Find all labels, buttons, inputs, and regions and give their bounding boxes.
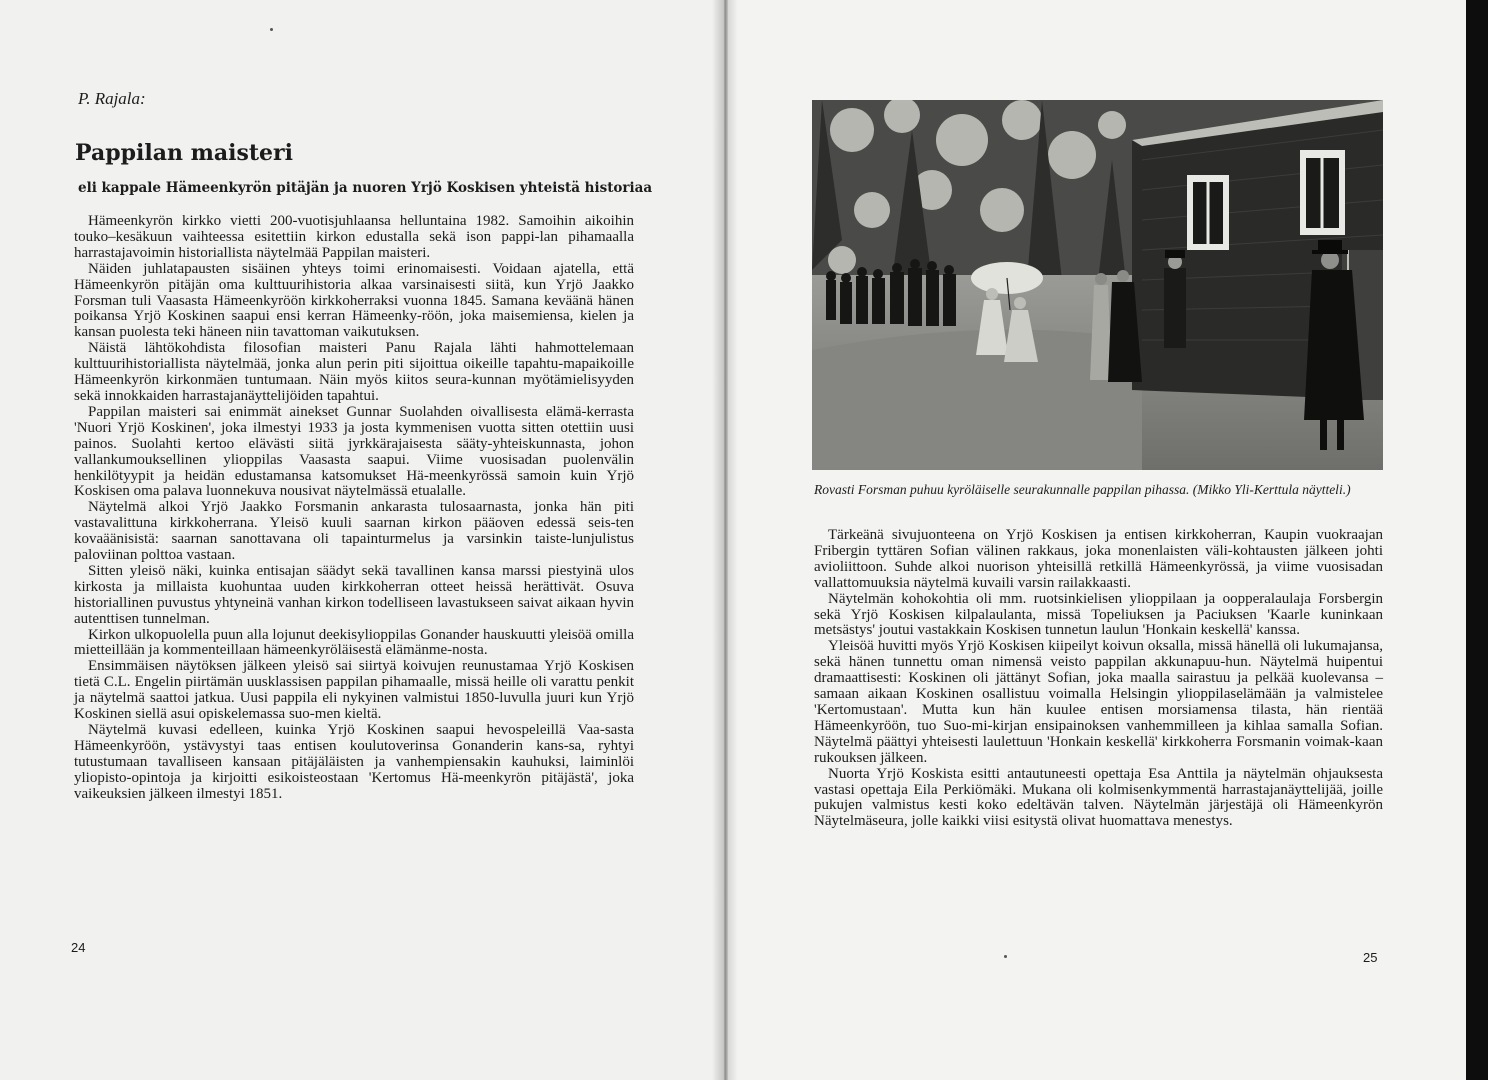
paragraph: Tärkeänä sivujuonteena on Yrjö Koskisen ja entisen kirkkoherran, Kaupin vuokraajan Fribergin tyttären Sofian välinen rakkaus, joka monenlaisten väli-kohtausten jälkeen johti avioliittoon. Suhde alkoi nuorison yhteisillä retkillä Hämeenkyrössä, ja viime vuosisadan vallattomuuksia näytelmä kuvaili varsin railakkaasti.: [814, 527, 1383, 591]
book-gutter: [712, 0, 738, 1080]
photograph: [812, 100, 1383, 470]
left-text-column: [74, 214, 634, 803]
article-subtitle: eli kappale Hämeenkyrön pitäjän ja nuoren Yrjö Koskisen yhteistä historiaa: [78, 180, 653, 196]
right-text-column: [814, 528, 1383, 830]
photo-illustration: [812, 100, 1383, 470]
dust-speck: [270, 28, 273, 31]
dust-speck: [1004, 955, 1007, 958]
page-number-left: 24: [71, 940, 86, 955]
left-page: [0, 0, 724, 1080]
paragraph: Näistä lähtökohdista filosofian maisteri Panu Rajala lähti hahmottelemaan kulttuurihistoriallista näytelmää, jonka alun perin piti sijoittua oikeille tapahtu-mapaikoille Hämeenkyrön kirkonmäen tuntumaan. Näin myös kiitos seura-kunnan myötämielisyyden sekä innokkaiden harrastajanäyttelijöiden tapahtui.: [74, 340, 634, 404]
paragraph: Pappilan maisteri sai enimmät ainekset Gunnar Suolahden oivallisesta elämä-kerrasta 'Nuori Yrjö Koskinen', joka ilmestyi 1933 ja josta kymmenisen vuotta sitten otettiin uusi painos. Suolahti kertoo elävästi siitä jyrkkärajaisesta sääty-yhteiskunnasta, johon vallankumouksellinen ylioppilas Vaasasta saapui. Viime vuosisadan puolenvälin henkilötyypit ja heidän edustamansa katsomukset Hä-meenkyrössä samoin kuin Yrjö Koskisen oma palava luonnekuva nousivat näytelmässä etualalle.: [74, 403, 634, 500]
photo-caption: Rovasti Forsman puhuu kyröläiselle seurakunnalle pappilan pihassa. (Mikko Yli-Kerttula näytteli.): [814, 482, 1351, 497]
scanner-edge: [1466, 0, 1488, 1080]
paragraph: Ensimmäisen näytöksen jälkeen yleisö sai siirtyä koivujen reunustamaa Yrjö Koskisen tietä C.L. Engelin piirtämän uusklassisen pappilan pihamaalle, missä heille oli varattu penkit ja näytelmä saattoi jatkua. Uusi pappila eli nykyinen valmistui 1850-luvulla juuri kun Yrjö Koskinen siellä asui opiskelemassa suo-men kieltä.: [74, 658, 634, 723]
paragraph: Näytelmä kuvasi edelleen, kuinka Yrjö Koskinen saapui hevospeleillä Vaa-sasta Hämeenkyröön, ystävystyi taas entisen koulutoverinsa Gonanderin kans-sa, ryhtyi tutustumaan tavalliseen kansaan pitäjäläisten ja vanhempiensakin kauhuksi, laiminlöi yliopisto-opintoja ja kirjoitti esikoisteostaan 'Kertomus Hä-meenkyrön pitäjästä', joka vaikeuksien jälkeen ilmestyi 1851.: [74, 722, 634, 802]
paragraph: Näytelmä alkoi Yrjö Jaakko Forsmanin ankarasta tulosaarnasta, jonka hän piti vastavalittuna kirkkoherrana. Yleisö kuuli saarnan kirkon pääoven edessä seis-ten kovaäänisistä: saarnan sanottavana oli tapainturmelus ja varsinkin taiste-lunjulistus paloviinan polttoa vastaan.: [74, 499, 634, 564]
paragraph: Näytelmän kohokohtia oli mm. ruotsinkielisen ylioppilaan ja oopperalaulaja Forsbergin sekä Yrjö Koskisen kilpalaulanta, missä Topeliuksen ja Paciuksen 'Kaarle kuninkaan metsästys' joutui vastakkain Koskisen tunnetun laulun 'Honkain keskellä' kanssa.: [814, 590, 1383, 639]
paragraph: Näiden juhlatapausten sisäinen yhteys toimi erinomaisesti. Voidaan ajatella, että Hämeenkyrön pitäjän oma kulttuurihistoria alkaa varsinaisesti siitä, kun Yrjö Jaakko Forsman tuli Vaasasta Hämeenkyröön kirkkoherraksi vuonna 1845. Samana keväänä hänen poikansa Yrjö Koskinen saapui ensi kerran Hämeenky-röön, joka maisemiensa, kielen ja kansan puolesta teki häneen niin tavattoman vaikutuksen.: [74, 260, 634, 341]
paragraph: Nuorta Yrjö Koskista esitti antautuneesti opettaja Esa Anttila ja näytelmän ohjauksesta vastasi opettaja Eila Perkiömäki. Mukana oli kolmisenkymmentä harrastajanäyttelijää, joille pukujen valmistus kesti koko edeltävän talven. Näytelmän järjestäjä oli Hämeenkyrön Näytelmäseura, jolle kaikki viisi esitystä olivat huomattava menestys.: [814, 765, 1383, 830]
paragraph: Kirkon ulkopuolella puun alla lojunut deekisylioppilas Gonander hauskuutti yleisöä omilla mietteillään ja kommenteillaan hämeenkyröläisestä elämänme-nosta.: [74, 626, 634, 659]
author-name: P. Rajala:: [78, 89, 146, 108]
page-number-right: 25: [1363, 950, 1378, 965]
paragraph: Sitten yleisö näki, kuinka entisajan säädyt sekä tavallinen kansa marssi piestyinä ulos kirkosta ja millaista kuohuntaa uuden kirkkoherran otteet heissä herättivät. Osuva historiallinen puvustus yhtyneinä vanhan kirkon todelliseen lavastukseen saivat aikaan hyvin autenttisen tunnelman.: [74, 562, 634, 627]
paragraph: Hämeenkyrön kirkko vietti 200-vuotisjuhlaansa helluntaina 1982. Samoihin aikoihin touko–kesäkuun vaihteessa esitettiin kirkon edustalla sekä ison pappi-lan pihamaalla harrastajavoimin historiallista näytelmää Pappilan maisteri.: [74, 213, 634, 261]
paragraph: Yleisöä huvitti myös Yrjö Koskisen kiipeilyt koivun oksalla, missä hänellä oli lukumajansa, sekä hänen tunnettu oman nimensä veisto pappilan akkunapuu-hun. Näytelmä huipentui dramaattisesti: Koskinen oli jättänyt Sofian, joka maalla sairastuu ja pelkää kuolevansa – samaan aikaan Koskinen osallistuu voimalla Helsingin ylioppilaselämään ja valmistelee 'Kertomustaan'. Mutta kun hän kuulee entisen morsiamensa tilasta, hän rientää Hämeenkyröön, tuo Suo-mi-kirjan ensipainoksen vanhemmilleen ja kihlaa samalla Sofian. Näytelmä päättyi yhteisesti laulettuun 'Honkain keskellä' kirkkoherra Forsmanin voimak-kaan rukouksen jälkeen.: [814, 638, 1383, 766]
article-title: Pappilan maisteri: [75, 140, 293, 166]
